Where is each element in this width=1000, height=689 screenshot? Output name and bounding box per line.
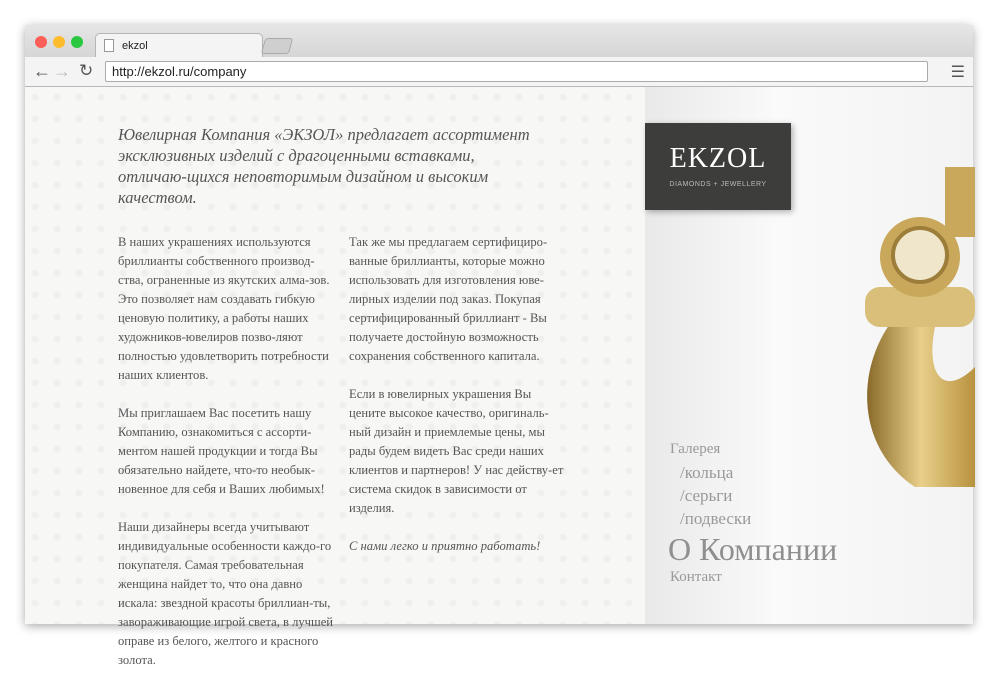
nav-earrings[interactable]: /серьги (680, 486, 733, 505)
paragraph: Наши дизайнеры всегда учитывают индивидуальные особенности каждо-го покупателя. Самая требовательная женщина найдет то, что она давно искала: звездной красоты бриллиан-ты, завораживающие игрой света, в лучшей оправе из белого, желтого и красного золота. (118, 520, 334, 667)
page-content (25, 87, 973, 667)
toolbar (25, 57, 973, 87)
paragraph: Мы приглашаем Вас посетить нашу Компанию, ознакомиться с ассорти-ментом нашей продукции и тогда Вы обязательно найдете, что-то необык-новенное для себя и Ваших любимых! (118, 406, 325, 496)
nav-pendants[interactable]: /подвески (680, 509, 752, 528)
text-column-2 (349, 233, 564, 575)
minimize-window-button[interactable] (53, 36, 65, 48)
page-icon (104, 39, 114, 52)
text-panel (25, 87, 645, 667)
forward-arrow-icon[interactable]: → (53, 61, 71, 81)
new-tab-button[interactable] (261, 38, 293, 54)
menu-icon[interactable]: ☰ (950, 64, 965, 81)
nav-gallery[interactable]: Галерея (670, 441, 721, 457)
browser-tab[interactable] (95, 33, 263, 57)
browser-window (25, 25, 973, 667)
paragraph: Если в ювелирных украшения Вы цените высокое качество, оригиналь-ный дизайн и приемлемые цены, мы рады будем видеть Вас среди наших клиентов и партнеров! У нас действу-ет система скидок в зависимости от изделия. (349, 387, 564, 515)
tab-title: ekzol (122, 40, 148, 52)
text-column-1 (118, 233, 338, 689)
maximize-window-button[interactable] (71, 36, 83, 48)
reload-icon[interactable]: ↻ (79, 61, 94, 80)
gold-ring-image (835, 167, 975, 497)
tab-bar (25, 25, 973, 57)
close-window-button[interactable] (35, 36, 47, 48)
back-arrow-icon[interactable]: ← (33, 61, 51, 81)
paragraph: С нами легко и приятно работать! (349, 539, 541, 553)
logo-subtitle: DIAMONDS + JEWELLERY (669, 181, 767, 188)
address-bar[interactable]: http://ekzol.ru/company (105, 61, 928, 82)
image-panel (645, 87, 973, 624)
nav-about[interactable]: О Компании (668, 531, 838, 567)
ekzol-logo[interactable] (645, 123, 791, 210)
paragraph: Так же мы предлагаем сертифициро-ванные бриллианты, которые можно использовать для изготовления юве-лирных изделии под заказ. Покупая сертифицированный бриллиант - Вы получаете достойную возможность сохранения собственного капитала. (349, 235, 548, 363)
logo-title: EKZOL (669, 143, 767, 174)
intro-text: Ювелирная Компания «ЭКЗОЛ» предлагает ассортимент эксклюзивных изделий с драгоценными вставками, отличаю-щихся неповторимым дизайном и высоким качеством. (118, 125, 530, 207)
nav-rings[interactable]: /кольца (680, 463, 734, 482)
nav-contact[interactable]: Контакт (670, 569, 722, 585)
paragraph: В наших украшениях используются бриллианты собственного производ-ства, ограненные из якутских алма-зов. Это позволяет нам создавать гибкую ценовую политику, а работы наших художников-ювелиров позво-ляют полностью удовлетворить потребности наших клиентов. (118, 235, 330, 382)
